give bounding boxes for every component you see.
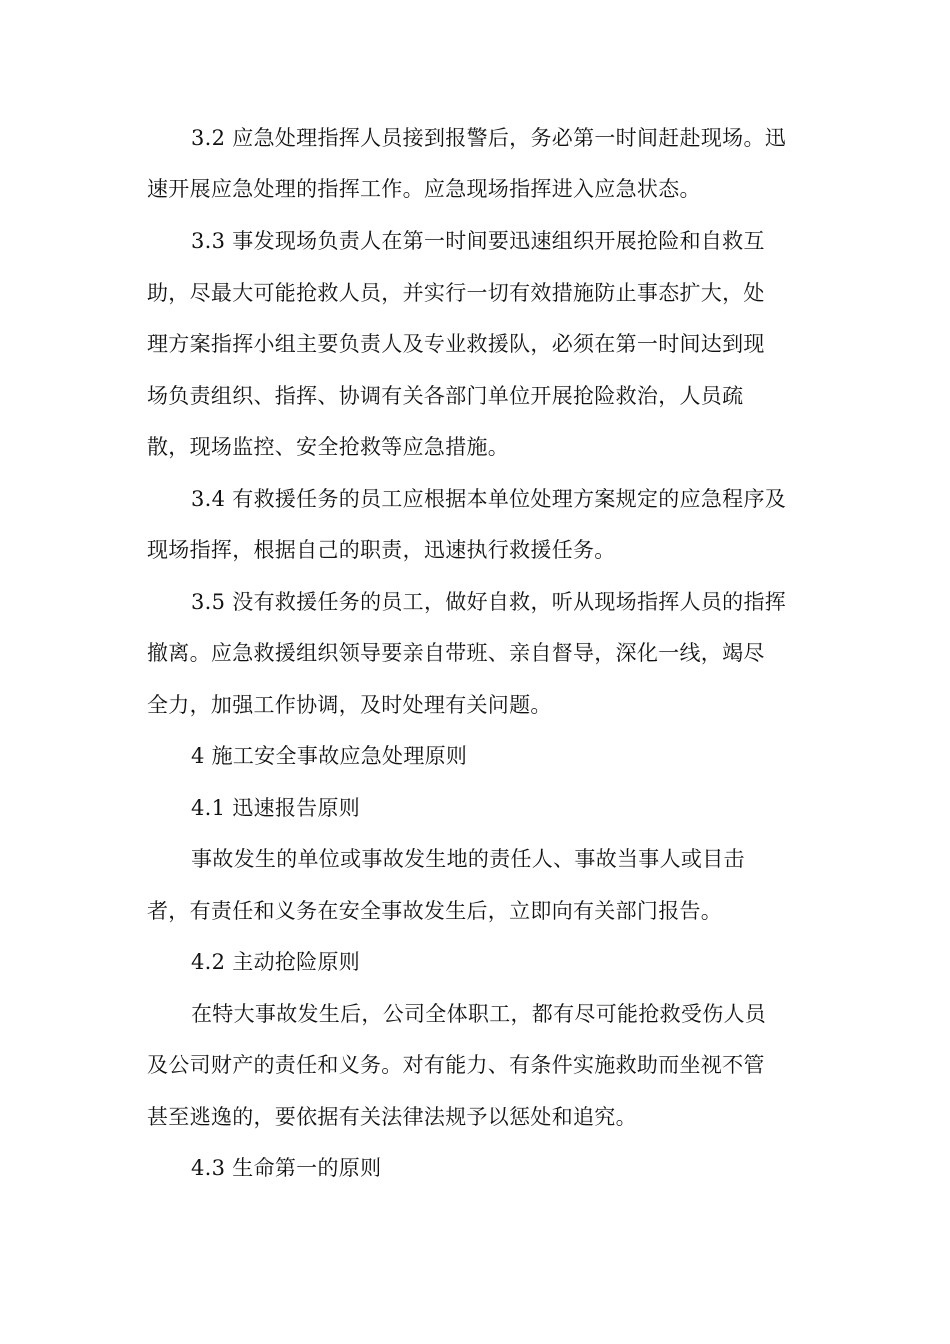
text-line: 场负责组织、指挥、协调有关各部门单位开展抢险救治，人员疏	[147, 384, 744, 408]
text-line: 在特大事故发生后，公司全体职工，都有尽可能抢救受伤人员	[191, 1002, 767, 1026]
text-line: 全力，加强工作协调，及时处理有关问题。	[147, 693, 552, 717]
text-line: 散，现场监控、安全抢救等应急措施。	[147, 435, 510, 459]
text-line: 者，有责任和义务在安全事故发生后，立即向有关部门报告。	[147, 899, 723, 923]
subsection-heading: 4.1 迅速报告原则	[191, 796, 361, 820]
subsection-heading: 4.2 主动抢险原则	[191, 950, 361, 974]
text-line: 速开展应急处理的指挥工作。应急现场指挥进入应急状态。	[147, 177, 701, 201]
subsection-heading: 4.3 生命第一的原则	[191, 1156, 382, 1180]
text-line: 现场指挥，根据自己的职责，迅速执行救援任务。	[147, 538, 616, 562]
text-line: 事故发生的单位或事故发生地的责任人、事故当事人或目击	[191, 847, 745, 871]
section-heading: 4 施工安全事故应急处理原则	[191, 744, 468, 768]
text-line: 3.5 没有救援任务的员工，做好自救，听从现场指挥人员的指挥	[191, 590, 787, 614]
text-line: 助，尽最大可能抢救人员，并实行一切有效措施防止事态扩大，处	[147, 281, 765, 305]
text-line: 及公司财产的责任和义务。对有能力、有条件实施救助而坐视不管	[147, 1053, 765, 1077]
text-line: 理方案指挥小组主要负责人及专业救援队，必须在第一时间达到现	[147, 332, 765, 356]
text-line: 甚至逃逸的，要依据有关法律法规予以惩处和追究。	[147, 1105, 637, 1129]
text-line: 3.3 事发现场负责人在第一时间要迅速组织开展抢险和自救互	[191, 229, 765, 253]
text-line: 撤离。应急救援组织领导要亲自带班、亲自督导，深化一线，竭尽	[147, 641, 765, 665]
text-line: 3.4 有救援任务的员工应根据本单位处理方案规定的应急程序及	[191, 487, 787, 511]
text-line: 3.2 应急处理指挥人员接到报警后，务必第一时间赶赴现场。迅	[191, 126, 787, 150]
